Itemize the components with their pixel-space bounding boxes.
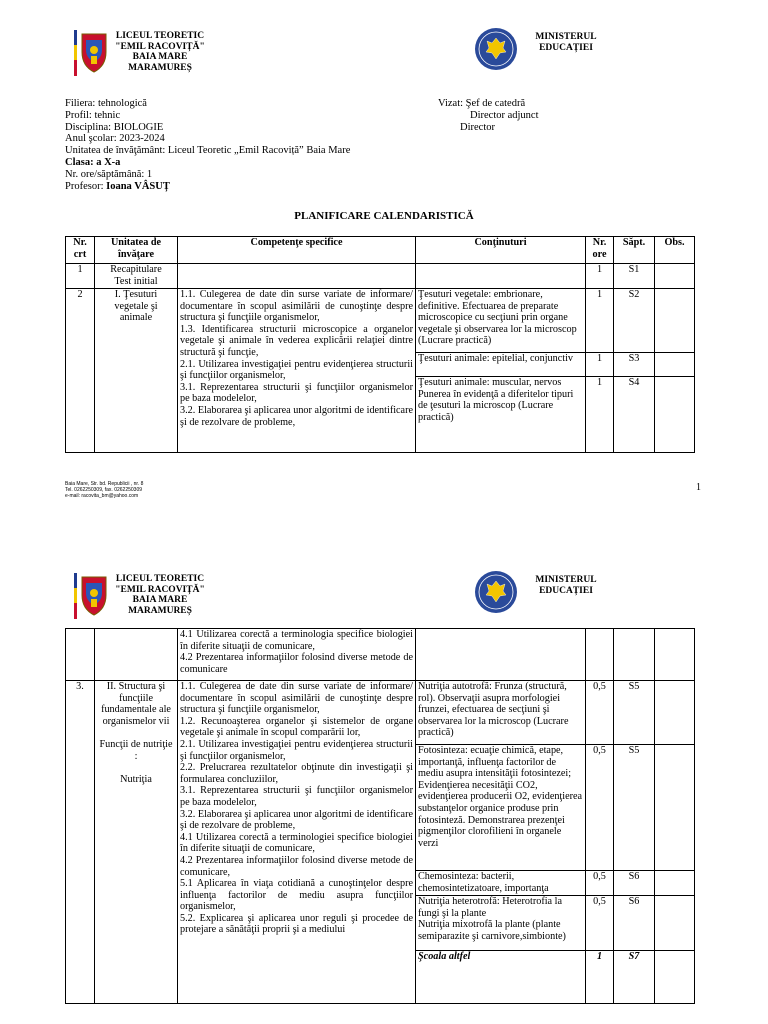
cell-competente: 1.1. Culegerea de date din surse variate de informare/ documentare în scopul asimilării de cunoştinţe despre structura şi funcţiile organismelor, 1.2. Recunoaşterea organelor şi sistemelor de organe vegetale şi animale în scopul comparării lor, 2.1. Utilizarea investigaţiei pentru evidenţierea structurii şi funcţiilor organismelor, 2.2. Prelucrarea rezultatelor obţinute din investigaţii şi formularea concluziilor, 3.1. Reprezentarea structurii şi funcţiilor organismelor pe baza modelelor, 3.2. Elaborarea şi aplicarea unor algoritmi de identificare şi de rezolvare de probleme, 4.1 Utilizarea corectă a terminologiei specifice biologiei în diferite situaţii de comunicare, 4.2 Prezentarea informaţiilor folosind diverse metode de comunicare, 5.1 Aplicarea în viaţa cotidiană a cunoştinţelor despre influenţa factorilor de mediu asupra funcţiilor organismelor, 5.2. Explicarea şi aplicarea unor reguli şi procedee de protejare a sănătăţii proprii şi a mediului xyxy=(178,681,416,1004)
ministry-name xyxy=(521,575,611,597)
table-row xyxy=(66,681,695,745)
header-continuturi: Conţinuturi xyxy=(416,237,586,264)
planning-table-page1 xyxy=(65,236,695,453)
header-unitate: Unitatea de învăţare xyxy=(95,237,178,264)
cell-ore: 1 xyxy=(586,951,614,1004)
cell-competente: 1.1. Culegerea de date din surse variate de informare/ documentare în scopul asimilării de cunoştinţe despre structura şi funcţiile organismelor, 1.3. Identificarea structurii microscopice a organelor vegetale şi animale în vederea explicării relaţiei dintre structură şi funcţie, 2.1. Utilizarea investigaţiei pentru evidenţierea structurii şi funcţiilor organismelor, 3.1. Reprezentarea structurii şi funcţiilor organismelor pe baza modelelor, 3.2. Elaborarea şi aplicarea unor algoritmi de identificare şi de rezolvare de probleme, xyxy=(178,289,416,453)
cell-unitate: I. Ţesuturi vegetale şi animale xyxy=(95,289,178,453)
ore-saptamana: Nr. ore/săptămână: 1 xyxy=(65,168,153,180)
cell-ore: 1 xyxy=(586,377,614,453)
cell-nr xyxy=(66,629,95,681)
cell-unitate: II. Structura şi funcţiile fundamentale ale organismelor vii Funcţii de nutriţie : Nutriţia xyxy=(95,681,178,1004)
header-nr: Nr. crt xyxy=(66,237,95,264)
clasa-value: a X-a xyxy=(96,156,121,168)
cell-sapt: S4 xyxy=(614,377,655,453)
ministry-name xyxy=(521,32,611,54)
cell-unitate xyxy=(95,629,178,681)
school-name-line: LICEUL TEORETIC xyxy=(115,31,205,41)
cell-continut: Fotosinteza: ecuaţie chimică, etape, importanţă, influenţa factorilor de mediu asupra intensităţii fotosintezei; Evidenţierea necesităţii CO2, evidenţierea producerii O2, evidenţierea substanţelor organice produse prin fotosinteză. Demonstrarea prezenţei pigmenţilor clorofilieni în organele verzi xyxy=(416,745,586,871)
school-name xyxy=(100,574,220,616)
cell-competente xyxy=(178,264,416,289)
footer-address-line: Baia Mare, Str. bd. Republicii , nr. 8 xyxy=(65,481,144,487)
cell-obs xyxy=(655,264,695,289)
cell-continut: Nutriţia autotrofă: Frunza (structură, rol). Observaţii asupra morfologiei frunzei, efectuarea de secţiuni şi observarea lor la microscop (Lucrare practică) xyxy=(416,681,586,745)
cell-nr: 3. xyxy=(66,681,95,1004)
footer-phone: Tel. 0262250309, fax. 0262250309 xyxy=(65,487,143,493)
cell-continut: Ţesuturi animale: muscular, nervos Punerea în evidenţă a diferitelor tipuri de ţesuturi la microscop (Lucrare practică) xyxy=(416,377,586,453)
page-number: 1 xyxy=(696,482,701,493)
cell-sapt: S7 xyxy=(614,951,655,1004)
profesor-name: Ioana VÂSUȚ xyxy=(106,180,170,192)
header-sapt: Săpt. xyxy=(614,237,655,264)
government-seal xyxy=(474,570,518,614)
cell-obs xyxy=(655,745,695,871)
cell-sapt xyxy=(614,629,655,681)
government-seal xyxy=(474,27,518,71)
cell-continut: Ţesuturi animale: epitelial, conjunctiv xyxy=(416,353,586,377)
cell-ore: 0,5 xyxy=(586,681,614,745)
cell-sapt: S5 xyxy=(614,745,655,871)
school-name-line: LICEUL TEORETIC xyxy=(115,574,205,584)
table-row xyxy=(66,264,695,289)
school-name-line: BAIA MARE xyxy=(132,595,188,605)
school-name-line: "EMIL RACOVIȚĂ" xyxy=(115,41,205,52)
cell-continut: Nutriţia heterotrofă: Heterotrofia la fungi şi la plante Nutriţia mixotrofă la plante (plante semiparazite şi carnivore,simbionte) xyxy=(416,896,586,951)
clasa xyxy=(65,157,445,169)
cell-sapt: S5 xyxy=(614,681,655,745)
cell-ore: 0,5 xyxy=(586,896,614,951)
filiera: Filiera: tehnologică xyxy=(65,98,147,109)
unitate-invatamant: Unitatea de învăţământ: Liceul Teoretic „Emil Racoviță” Baia Mare xyxy=(65,145,351,157)
footer-address xyxy=(65,481,143,499)
cell-ore: 1 xyxy=(586,264,614,289)
planning-table-page2 xyxy=(65,628,695,1004)
vizat-sef-catedra: Vizat: Şef de catedră xyxy=(438,98,526,109)
header-ore: Nr. ore xyxy=(586,237,614,264)
cell-sapt: S3 xyxy=(614,353,655,377)
header-obs: Obs. xyxy=(655,237,695,264)
cell-continut: Chemosinteza: bacterii, chemosintetizatoare, importanţa xyxy=(416,871,586,896)
school-name-line: "EMIL RACOVIȚĂ" xyxy=(115,584,205,595)
cell-continut: Ţesuturi vegetale: embrionare, definitive. Efectuarea de preparate microscopice cu secţiuni prin organe vegetale şi observarea lor la microscop (Lucrare practică) xyxy=(416,289,586,353)
vizat-director: Director xyxy=(460,121,495,133)
cell-obs xyxy=(655,681,695,745)
cell-sapt: S1 xyxy=(614,264,655,289)
vizat-block xyxy=(438,98,638,133)
ministry-name-line: MINISTERUL xyxy=(535,575,597,585)
cell-obs xyxy=(655,353,695,377)
cell-continut xyxy=(416,629,586,681)
an-scolar: Anul şcolar: 2023-2024 xyxy=(65,133,165,145)
table-row xyxy=(66,629,695,681)
table-row xyxy=(66,289,695,353)
school-name-line: MARAMUREȘ xyxy=(128,62,192,73)
course-info xyxy=(65,98,445,192)
school-name xyxy=(100,31,220,73)
school-name-line: MARAMUREȘ xyxy=(128,605,192,616)
cell-nr: 2 xyxy=(66,289,95,453)
cell-competente: 4.1 Utilizarea corectă a terminologia specifice biologiei în diferite situaţii de comunicare, 4.2 Prezentarea informaţiilor folosind diverse metode de comunicare xyxy=(178,629,416,681)
vizat-director-adjunct: Director adjunct xyxy=(470,109,539,121)
cell-unitate: Recapitulare Test initial xyxy=(95,264,178,289)
table-header-row xyxy=(66,237,695,264)
cell-obs xyxy=(655,871,695,896)
cell-continut: Şcoala altfel xyxy=(416,951,586,1004)
profesor-label: Profesor: xyxy=(65,180,104,192)
cell-ore: 1 xyxy=(586,289,614,353)
cell-nr: 1 xyxy=(66,264,95,289)
cell-obs xyxy=(655,896,695,951)
school-name-line: BAIA MARE xyxy=(132,52,188,62)
cell-ore: 0,5 xyxy=(586,871,614,896)
cell-sapt: S2 xyxy=(614,289,655,353)
profil: Profil: tehnic xyxy=(65,109,121,121)
cell-obs xyxy=(655,377,695,453)
cell-sapt: S6 xyxy=(614,896,655,951)
disciplina: Disciplina: BIOLOGIE xyxy=(65,121,164,133)
cell-obs xyxy=(655,951,695,1004)
header-competente: Competenţe specifice xyxy=(178,237,416,264)
page-title: PLANIFICARE CALENDARISTICĂ xyxy=(294,210,474,222)
cell-ore: 1 xyxy=(586,353,614,377)
ministry-name-line: MINISTERUL xyxy=(535,32,597,42)
clasa-label: Clasa: xyxy=(65,156,94,168)
cell-obs xyxy=(655,629,695,681)
ministry-name-line: EDUCAȚIEI xyxy=(539,43,593,53)
cell-ore xyxy=(586,629,614,681)
cell-sapt: S6 xyxy=(614,871,655,896)
cell-ore: 0,5 xyxy=(586,745,614,871)
profesor xyxy=(65,181,445,193)
cell-obs xyxy=(655,289,695,353)
footer-email: e-mail: racovita_bm@yahoo.com xyxy=(65,493,139,499)
ministry-name-line: EDUCAȚIEI xyxy=(539,586,593,596)
cell-continut xyxy=(416,264,586,289)
